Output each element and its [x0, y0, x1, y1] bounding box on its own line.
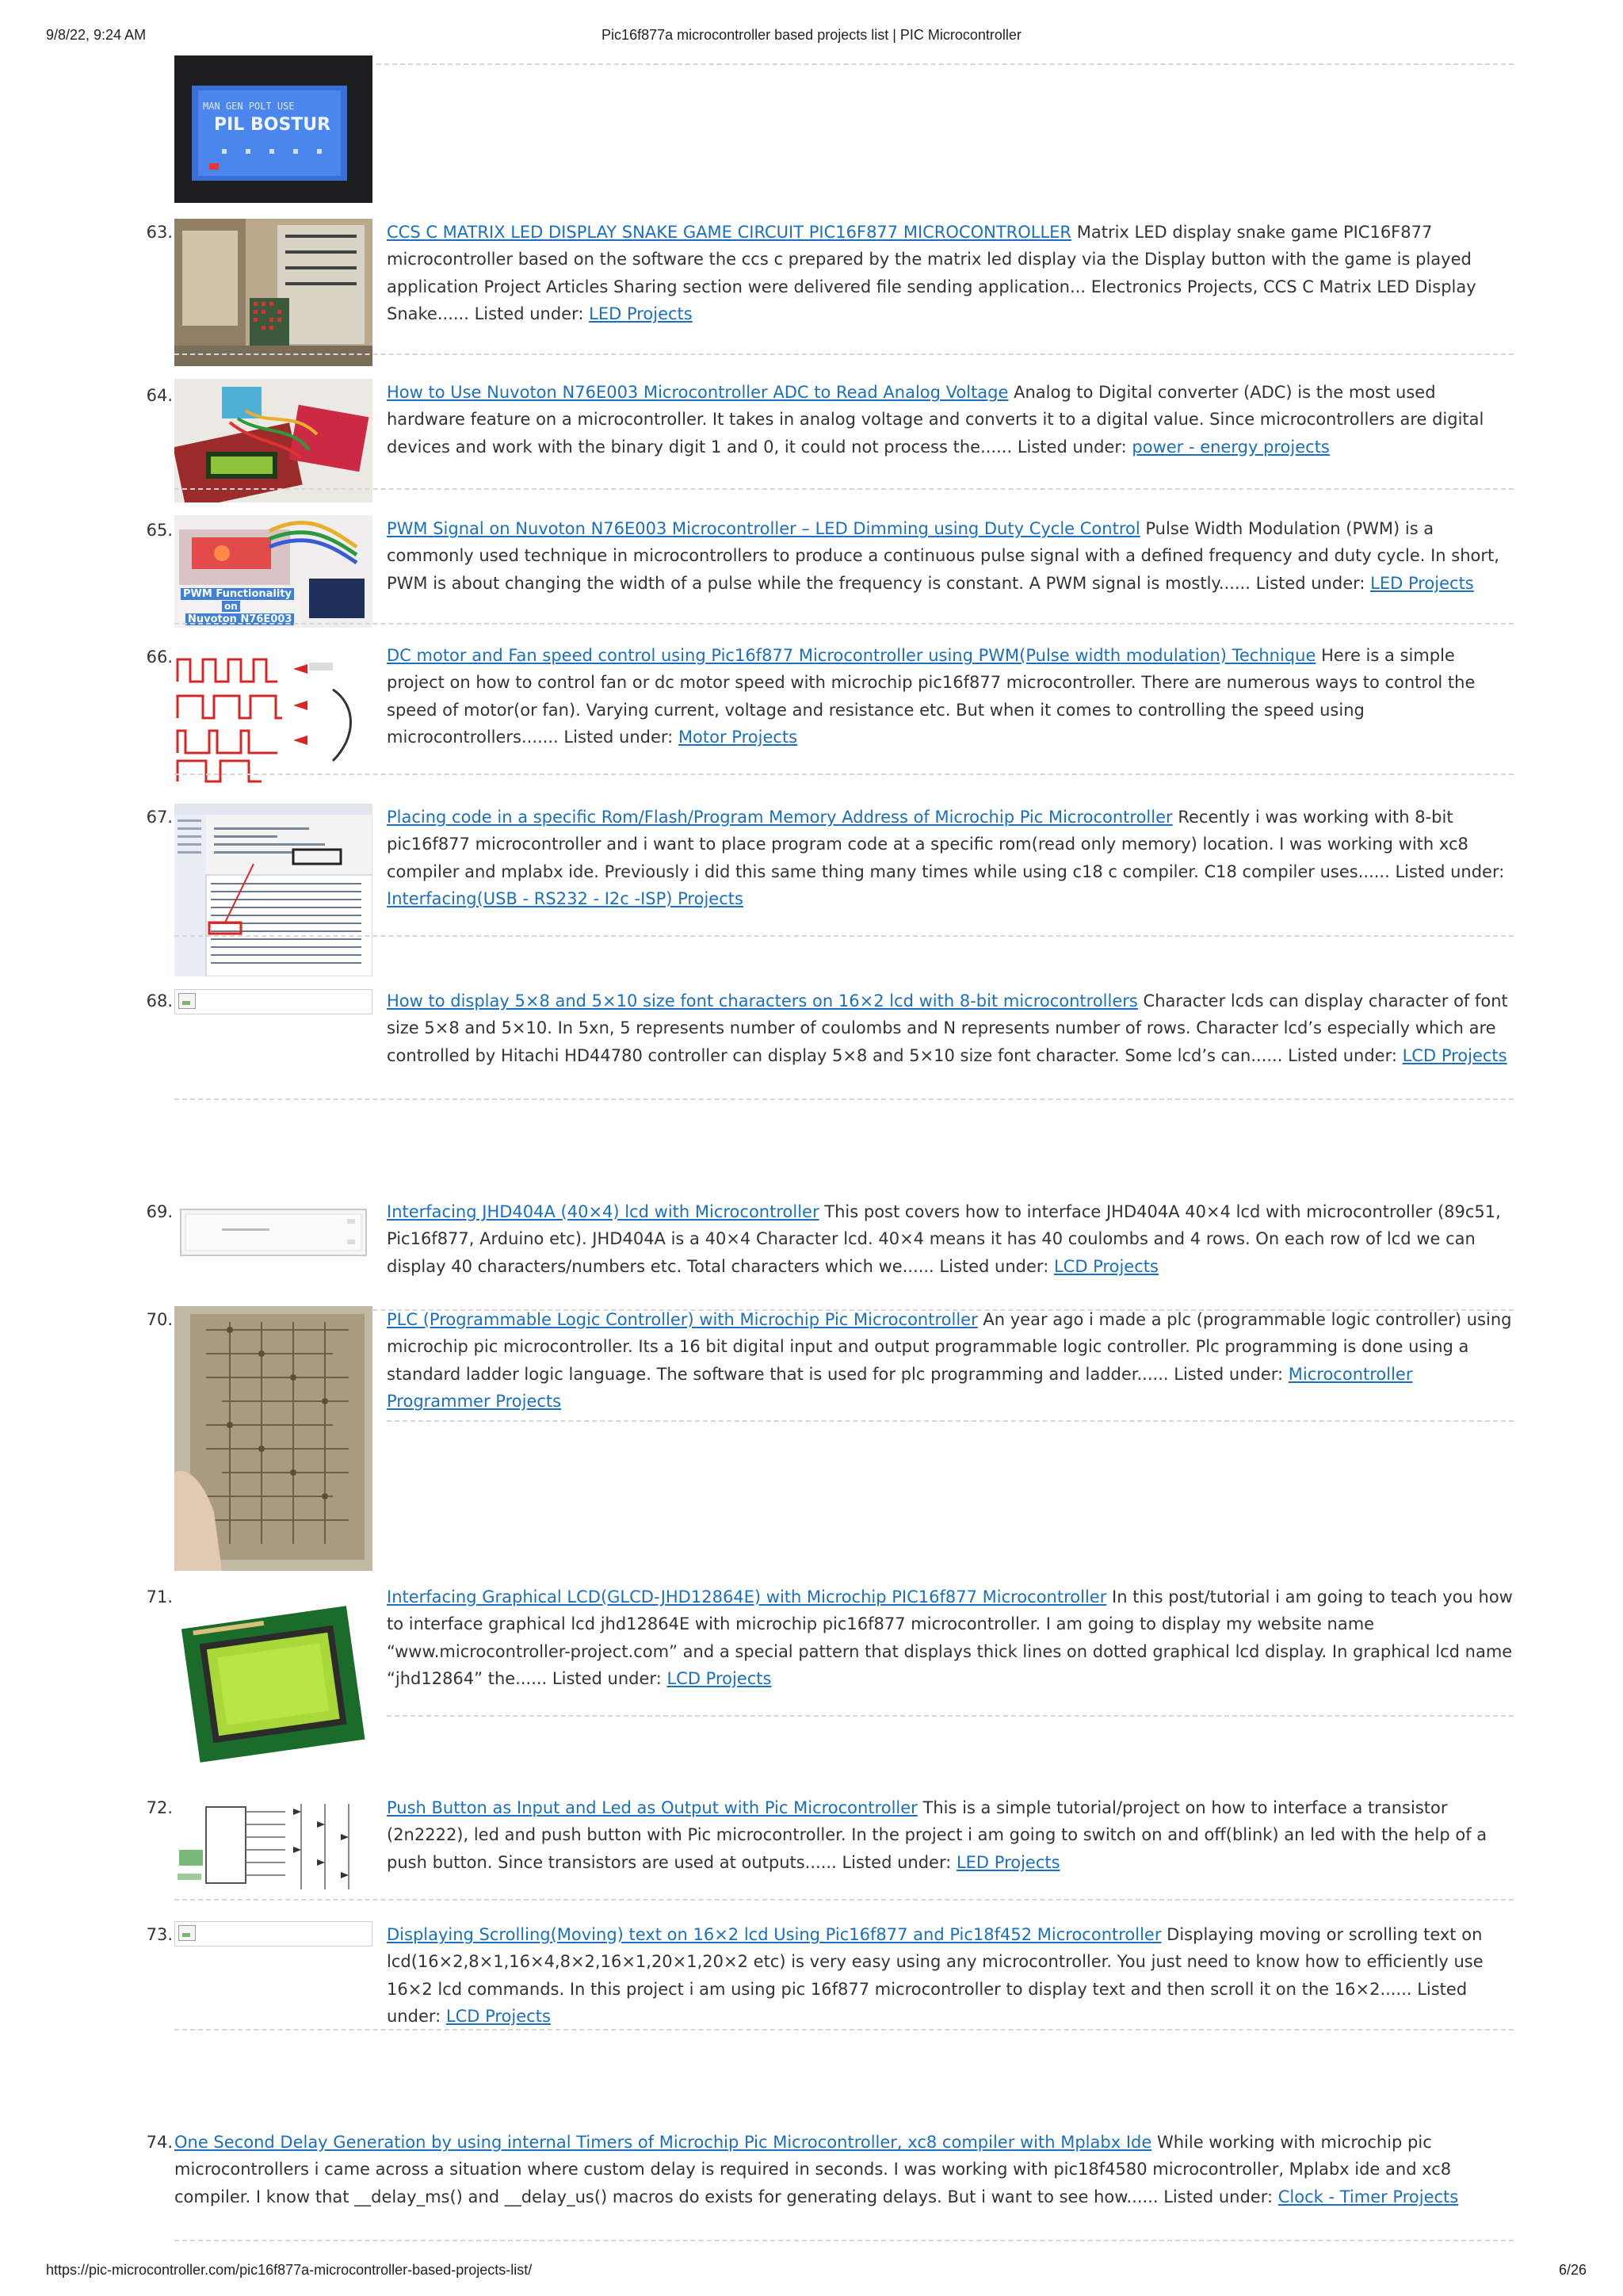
category-link[interactable]: Microcontroller Programmer Projects — [387, 1364, 1413, 1411]
category-link[interactable]: LCD Projects — [1402, 1045, 1507, 1065]
separator — [376, 63, 1514, 65]
broken-image-icon — [178, 1925, 196, 1941]
project-description: Character lcds can display character of font size 5×8 and 5×10. In 5xn, 5 represents number of coulombs and N represents number of rows. Character lcd’s especially which are controlled by Hitachi HD44780 controller can display 5×8 and 5×10 size font character. Some lcd’s can...... — [387, 991, 1508, 1065]
item-number: 72. — [146, 1798, 173, 1817]
item-number: 64. — [146, 386, 173, 405]
project-description: This is a simple tutorial/project on how to interface a transistor (2n2222), led and push button with Pic microcontroller. In the project i am going to switch on and off(blink) an led with the help of a push button. Since transistors are used at outputs...... — [387, 1798, 1487, 1872]
project-entry — [174, 2129, 1514, 2210]
project-entry — [387, 379, 1514, 460]
project-thumbnail-snake-game[interactable] — [174, 219, 372, 366]
listed-under-label: Listed under: — [1174, 1364, 1284, 1384]
item-number: 67. — [146, 808, 173, 827]
project-description: Analog to Digital converter (ADC) is the most used hardware feature on a microcontroller. It takes in analog voltage and converts it to a digital value. Since microcontrollers are digital devices and work with the binary digit 1 and 0, it could not process the...... — [387, 383, 1484, 457]
project-thumbnail-mplab-screenshot[interactable] — [174, 804, 372, 976]
project-description: Pulse Width Modulation (PWM) is a commonly used technique in microcontrollers to produce a continuous pulse signal with a defined frequency and duty cycle. In short, PWM is about changing the width of a pulse while the frequency is constant. A PWM signal is mostly...... — [387, 519, 1499, 593]
category-link[interactable]: Clock - Timer Projects — [1277, 2187, 1459, 2206]
image-caption: Nuvoton N76E003 — [185, 613, 294, 625]
category-link[interactable]: LED Projects — [956, 1852, 1060, 1872]
separator — [174, 2029, 1514, 2030]
separator — [174, 935, 1514, 937]
project-title-link[interactable]: Push Button as Input and Led as Output with Pic Microcontroller — [387, 1798, 918, 1817]
separator — [174, 1899, 1514, 1901]
category-link[interactable]: LED Projects — [589, 304, 693, 323]
project-entry — [387, 515, 1514, 597]
category-link[interactable]: Interfacing(USB - RS232 - I2c -ISP) Projects — [387, 888, 743, 908]
item-number: 70. — [146, 1310, 173, 1329]
print-page-title: Pic16f877a microcontroller based projects list | PIC Microcontroller — [601, 27, 1022, 43]
separator — [174, 488, 1514, 490]
project-entry — [387, 1794, 1514, 1876]
project-title-link[interactable]: Displaying Scrolling(Moving) text on 16×2 lcd Using Pic16f877 and Pic18f452 Microcontroller — [387, 1925, 1162, 1944]
project-description: An year ago i made a plc (programmable logic controller) using microchip pic microcontroller. Its a 16 bit digital input and output programmable logic controller. Plc programming is done using a standard ladder logic language. The software that is used for plc programming and ladder...... — [387, 1310, 1512, 1384]
project-description: Recently i was working with 8-bit pic16f877 microcontroller and i want to place program code at a specific rom(read only memory) location. I was working with xc8 compiler and mplabx ide. Previously i did this same thing many times while using c18 c compiler. C18 compiler uses...... — [387, 808, 1468, 881]
broken-image-placeholder[interactable] — [174, 989, 372, 1014]
project-title-link[interactable]: How to Use Nuvoton N76E003 Microcontroller ADC to Read Analog Voltage — [387, 383, 1009, 402]
project-description: This post covers how to interface JHD404A 40×4 lcd with microcontroller (89c51, Pic16f877, Arduino etc). JHD404A is a 40×4 Character lcd. 40×4 means it has 40 coulombs and 4 rows. On each row of lcd we can display 40 characters/numbers etc. Total characters which we...... — [387, 1202, 1501, 1276]
item-number: 73. — [146, 1925, 173, 1944]
print-page-number: 6/26 — [1558, 2262, 1587, 2278]
project-title-link[interactable]: CCS C MATRIX LED DISPLAY SNAKE GAME CIRCUIT PIC16F877 MICROCONTROLLER — [387, 223, 1072, 242]
broken-image-icon — [178, 993, 196, 1009]
separator — [387, 1420, 1514, 1422]
project-thumbnail-lcd-40x4[interactable] — [174, 1205, 372, 1262]
print-url: https://pic-microcontroller.com/pic16f877a-microcontroller-based-projects-list/ — [46, 2262, 533, 2278]
listed-under-label: Listed under: — [939, 1256, 1049, 1276]
project-entry — [387, 804, 1514, 912]
project-description: Displaying moving or scrolling text on lcd(16×2,8×1,16×4,8×2,16×1,20×1,20×2 etc) is very easy using any microcontroller. You just need to know how to efficiently use 16×2 lcd commands. In this project i am using pic 16f877 microcontroller to display text and then scroll it on the 16×2...... — [387, 1925, 1484, 1999]
category-link[interactable]: power - energy projects — [1132, 437, 1330, 457]
image-caption: on — [222, 601, 240, 612]
separator — [174, 774, 1514, 775]
project-title-link[interactable]: Placing code in a specific Rom/Flash/Program Memory Address of Microchip Pic Microcontroller — [387, 808, 1173, 827]
listed-under-label: Listed under: — [1288, 1045, 1397, 1065]
separator — [387, 1715, 1514, 1717]
listed-under-label: Listed under: — [1395, 861, 1505, 881]
category-link[interactable]: LED Projects — [1370, 573, 1474, 593]
item-number: 69. — [146, 1202, 173, 1221]
project-description: Here is a simple project on how to control fan or dc motor speed with microchip pic16f877 microcontroller. There are numerous ways to control the speed of motor(or fan). Varying current, voltage and resistance etc. But when it comes to controlling the speed using microcontrollers....... — [387, 646, 1476, 747]
broken-image-placeholder[interactable] — [174, 1921, 372, 1946]
listed-under-label: Listed under: — [1255, 573, 1365, 593]
category-link[interactable]: LCD Projects — [666, 1668, 772, 1688]
project-entry — [387, 219, 1514, 327]
separator — [174, 2240, 1514, 2241]
project-description: Matrix LED display snake game PIC16F877 microcontroller based on the software the ccs c prepared by the matrix led display via the Display button with the game is played application Project Articles Sharing section were delivered file sending application... Electronics Projects, CCS C Matrix LED Display Snake...... — [387, 223, 1476, 323]
project-thumbnail-adc[interactable] — [174, 379, 372, 502]
project-thumbnail-push-button-schematic[interactable] — [174, 1794, 372, 1897]
listed-under-label: Listed under: — [474, 304, 584, 323]
separator — [174, 1098, 1514, 1100]
project-title-link[interactable]: PWM Signal on Nuvoton N76E003 Microcontroller – LED Dimming using Duty Cycle Control — [387, 519, 1140, 538]
project-entry — [387, 988, 1514, 1069]
project-thumbnail-pwm-nuvoton[interactable] — [174, 515, 372, 628]
item-number: 63. — [146, 223, 173, 242]
listed-under-label: Listed under: — [387, 1979, 1468, 2026]
project-thumbnail-plc-pcb[interactable] — [174, 1306, 372, 1571]
project-title-link[interactable]: Interfacing Graphical LCD(GLCD-JHD12864E) with Microchip PIC16f877 Microcontroller — [387, 1587, 1107, 1606]
project-entry — [387, 1306, 1514, 1415]
listed-under-label: Listed under: — [1017, 437, 1127, 457]
listed-under-label: Listed under: — [1163, 2187, 1274, 2206]
print-datetime: 9/8/22, 9:24 AM — [46, 27, 147, 43]
separator — [174, 623, 1514, 625]
project-entry — [387, 1198, 1514, 1280]
item-number: 66. — [146, 648, 173, 667]
project-thumbnail-glcd[interactable] — [174, 1585, 372, 1786]
item-number: 68. — [146, 991, 173, 1010]
item-number: 74. — [146, 2133, 173, 2152]
project-entry — [387, 1584, 1514, 1692]
project-title-link[interactable]: One Second Delay Generation by using internal Timers of Microchip Pic Microcontroller, xc8 compiler with Mplabx Ide — [174, 2133, 1152, 2152]
project-thumbnail-lcd-bostur[interactable] — [174, 55, 372, 203]
project-description: While working with microchip pic microcontrollers i came across a situation where custom delay is required in seconds. I was working with pic18f4580 microcontroller, Mplabx ide and xc8 compiler. I know that __delay_ms() and __delay_us() macros do exists for generating delays. But i want to see how...... — [174, 2133, 1452, 2206]
category-link[interactable]: LCD Projects — [1053, 1256, 1159, 1276]
project-thumbnail-pwm-waveform[interactable] — [174, 642, 372, 783]
listed-under-label: Listed under: — [552, 1668, 662, 1688]
project-description: In this post/tutorial i am going to teach you how to interface graphical lcd jhd12864E with microchip pic16f877 microcontroller. I am going to display my website name “www.microcontroller-project.com” and a special pattern that displays thick lines on dotted graphical lcd display. In graphical lcd name “jhd12864” the...... — [387, 1587, 1513, 1688]
item-number: 71. — [146, 1587, 173, 1606]
project-title-link[interactable]: How to display 5×8 and 5×10 size font characters on 16×2 lcd with 8-bit microcontrollers — [387, 991, 1138, 1010]
lcd-text-line-1: MAN GEN POLT USE — [203, 101, 295, 112]
category-link[interactable]: Motor Projects — [678, 727, 798, 747]
project-entry — [387, 1921, 1514, 2030]
image-caption: PWM Functionality — [181, 588, 294, 600]
lcd-text-line-2: PIL BOSTUR — [214, 115, 331, 135]
listed-under-label: Listed under: — [842, 1852, 952, 1872]
separator — [174, 353, 1514, 355]
listed-under-label: Listed under: — [563, 727, 674, 747]
category-link[interactable]: LCD Projects — [445, 2006, 551, 2026]
project-title-link[interactable]: PLC (Programmable Logic Controller) with Microchip Pic Microcontroller — [387, 1310, 978, 1329]
item-number: 65. — [146, 521, 173, 540]
project-entry — [387, 642, 1514, 751]
project-title-link[interactable]: DC motor and Fan speed control using Pic16f877 Microcontroller using PWM(Pulse width modulation) Technique — [387, 646, 1316, 665]
project-title-link[interactable]: Interfacing JHD404A (40×4) lcd with Microcontroller — [387, 1202, 819, 1221]
